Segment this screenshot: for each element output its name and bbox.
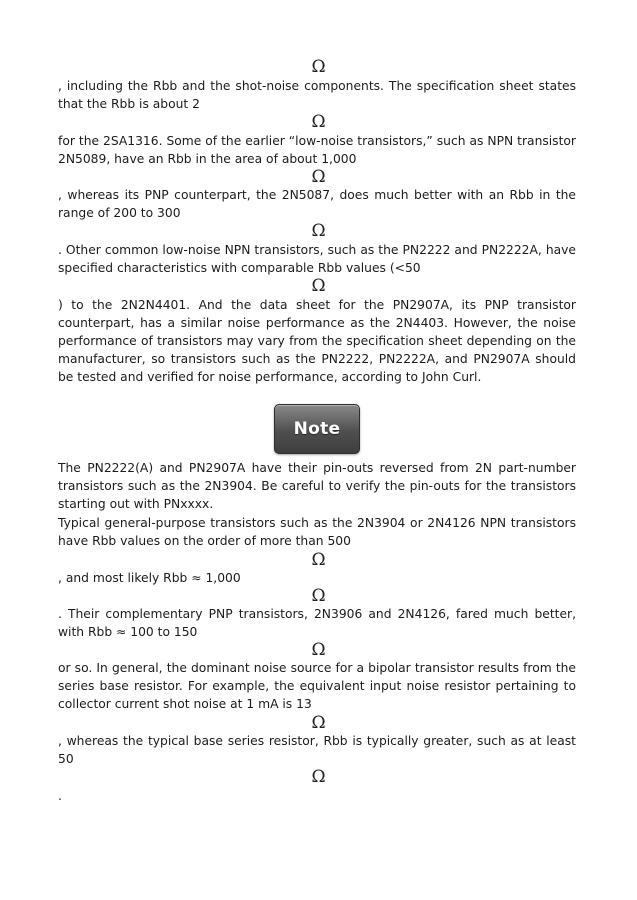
paragraph: or so. In general, the dominant noise source for a bipolar transistor results from the series base resistor. For example, the equivalent input noise resistor pertaining to collector current shot noise at 1 mA is 13: [58, 661, 576, 711]
note-text: The PN2222(A) and PN2907A have their pin-outs reversed from 2N part-number transistors such as the 2N3904. Be careful to verify the pin-outs for the transistors starting out with PNxxxx.: [58, 461, 576, 511]
omega-symbol: Ω: [311, 57, 326, 77]
omega-symbol: Ω: [311, 586, 326, 606]
paragraph: . Their complementary PNP transistors, 2N3906 and 2N4126, fared much better, with Rbb ≈ 100 to 150: [58, 607, 576, 639]
omega-symbol: Ω: [311, 167, 326, 187]
paragraph: , whereas the typical base series resistor, Rbb is typically greater, such as at least 50: [58, 734, 576, 766]
omega-symbol: Ω: [311, 713, 326, 733]
omega-symbol: Ω: [311, 550, 326, 570]
omega-symbol: Ω: [311, 767, 326, 787]
omega-symbol: Ω: [311, 276, 326, 296]
paragraph: , and most likely Rbb ≈ 1,000: [58, 571, 241, 585]
paragraph: Typical general-purpose transistors such as the 2N3904 or 2N4126 NPN transistors have Rbb values on the order of more than 500: [58, 516, 576, 548]
paragraph: for the 2SA1316. Some of the earlier “low-noise transistors,” such as NPN transistor 2N5089, have an Rbb in the area of about 1,000: [58, 134, 576, 166]
paragraph: . Other common low-noise NPN transistors, such as the PN2222 and PN2222A, have specified characteristics with comparable Rbb values (<50: [58, 243, 576, 275]
paragraph: .: [58, 789, 62, 803]
omega-symbol: Ω: [311, 640, 326, 660]
note-label: Note: [293, 419, 341, 439]
paragraph: ) to the 2N2N4401. And the data sheet for the PN2907A, its PNP transistor counterpart, has a similar noise performance as the 2N4403. However, the noise performance of transistors may vary from the specification sheet depending on the manufacturer, so transistors such as the PN2222, PN2222A, and PN2907A should be tested and verified for noise performance, according to John Curl.: [58, 298, 576, 384]
omega-symbol: Ω: [311, 112, 326, 132]
paragraph: , including the Rbb and the shot-noise components. The specification sheet states that the Rbb is about 2: [58, 79, 576, 111]
omega-symbol: Ω: [311, 221, 326, 241]
note-badge: [274, 404, 360, 454]
paragraph: , whereas its PNP counterpart, the 2N5087, does much better with an Rbb in the range of 200 to 300: [58, 188, 576, 220]
